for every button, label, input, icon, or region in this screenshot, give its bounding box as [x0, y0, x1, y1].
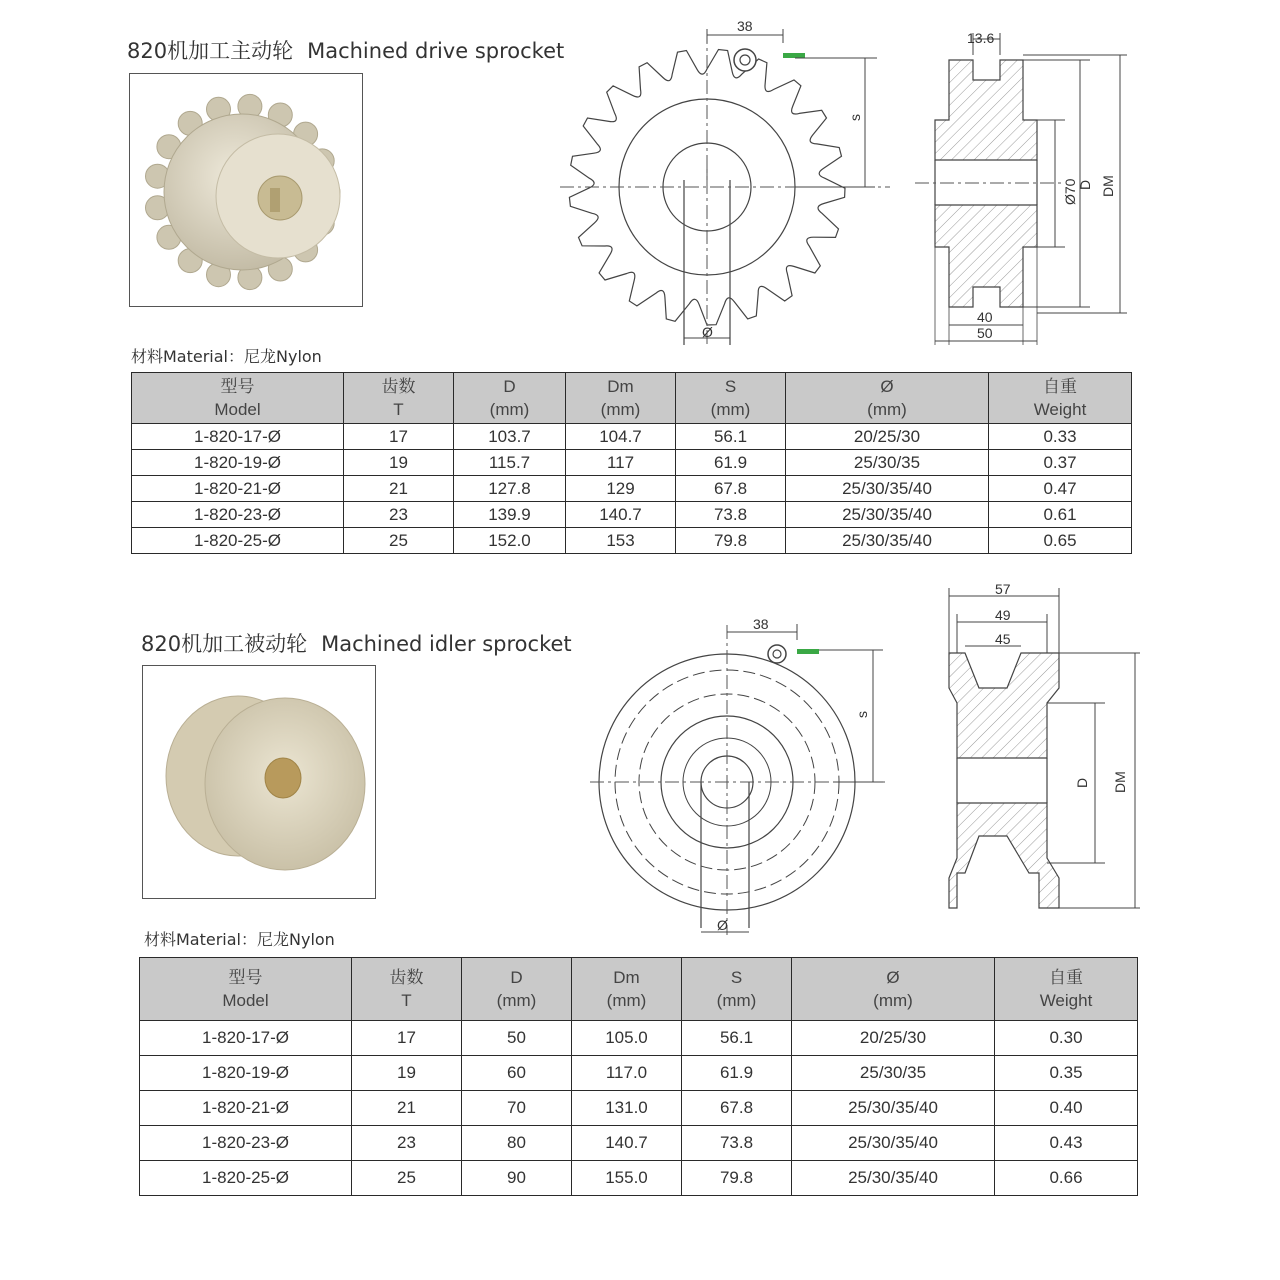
header-bore: Ø (mm)	[786, 373, 989, 424]
table-cell: 61.9	[682, 1056, 792, 1091]
drive-title-cn: 820机加工主动轮	[127, 39, 294, 63]
header-s: S (mm)	[682, 958, 792, 1021]
header-weight: 自重 Weight	[995, 958, 1138, 1021]
table-cell: 25	[352, 1161, 462, 1196]
table-cell: 1-820-19-Ø	[132, 450, 344, 476]
table-cell: 90	[462, 1161, 572, 1196]
table-cell: 79.8	[676, 528, 786, 554]
idler-table-header-row	[140, 958, 1138, 1021]
table-cell: 20/25/30	[792, 1021, 995, 1056]
table-cell: 25/30/35	[786, 450, 989, 476]
table-cell: 20/25/30	[786, 424, 989, 450]
table-cell: 1-820-17-Ø	[140, 1021, 352, 1056]
table-cell: 152.0	[454, 528, 566, 554]
idler-dim-57: 57	[995, 581, 1011, 597]
table-cell: 25/30/35	[792, 1056, 995, 1091]
table-row	[140, 1126, 1138, 1161]
drive-title-en: Machined drive sprocket	[307, 39, 565, 63]
table-cell: 0.33	[989, 424, 1132, 450]
table-row	[140, 1021, 1138, 1056]
table-cell: 131.0	[572, 1091, 682, 1126]
table-cell: 67.8	[682, 1091, 792, 1126]
table-cell: 25/30/35/40	[792, 1091, 995, 1126]
table-cell: 17	[344, 424, 454, 450]
drive-front-view-drawing	[555, 15, 895, 354]
header-dm: Dm (mm)	[566, 373, 676, 424]
drive-table-header-row	[132, 373, 1132, 424]
idler-title-en: Machined idler sprocket	[321, 632, 572, 656]
drive-dim-50: 50	[977, 325, 993, 341]
header-model: 型号 Model	[132, 373, 344, 424]
table-cell: 103.7	[454, 424, 566, 450]
header-dm: Dm (mm)	[572, 958, 682, 1021]
table-cell: 0.47	[989, 476, 1132, 502]
table-cell: 25/30/35/40	[792, 1161, 995, 1196]
table-cell: 67.8	[676, 476, 786, 502]
table-cell: 73.8	[682, 1126, 792, 1161]
drive-dim-38: 38	[737, 18, 753, 34]
table-cell: 50	[462, 1021, 572, 1056]
header-weight: 自重 Weight	[989, 373, 1132, 424]
table-row	[132, 528, 1132, 554]
table-cell: 70	[462, 1091, 572, 1126]
table-cell: 115.7	[454, 450, 566, 476]
table-cell: 17	[352, 1021, 462, 1056]
table-cell: 19	[344, 450, 454, 476]
table-cell: 19	[352, 1056, 462, 1091]
table-cell: 21	[352, 1091, 462, 1126]
table-cell: 105.0	[572, 1021, 682, 1056]
table-cell: 73.8	[676, 502, 786, 528]
table-cell: 25/30/35/40	[786, 528, 989, 554]
drive-dim-d: D	[1077, 179, 1093, 190]
table-cell: 1-820-23-Ø	[140, 1126, 352, 1161]
table-cell: 1-820-19-Ø	[140, 1056, 352, 1091]
table-cell: 139.9	[454, 502, 566, 528]
table-cell: 23	[344, 502, 454, 528]
table-cell: 1-820-23-Ø	[132, 502, 344, 528]
table-row	[140, 1056, 1138, 1091]
table-row	[140, 1161, 1138, 1196]
table-cell: 1-820-25-Ø	[132, 528, 344, 554]
table-cell: 79.8	[682, 1161, 792, 1196]
drive-spec-table	[131, 372, 1132, 554]
table-cell: 25/30/35/40	[786, 476, 989, 502]
table-cell: 0.37	[989, 450, 1132, 476]
table-cell: 0.61	[989, 502, 1132, 528]
idler-dim-dm: DM	[1112, 771, 1128, 793]
table-cell: 80	[462, 1126, 572, 1161]
idler-dim-45: 45	[995, 631, 1011, 647]
table-cell: 1-820-21-Ø	[132, 476, 344, 502]
drive-material-label: 材料Material：尼龙Nylon	[131, 347, 322, 366]
table-cell: 1-820-17-Ø	[132, 424, 344, 450]
table-cell: 0.30	[995, 1021, 1138, 1056]
table-cell: 117	[566, 450, 676, 476]
table-row	[132, 502, 1132, 528]
table-cell: 0.43	[995, 1126, 1138, 1161]
idler-dim-bore: Ø	[717, 917, 728, 933]
table-cell: 23	[352, 1126, 462, 1161]
table-cell: 25/30/35/40	[792, 1126, 995, 1161]
idler-dim-d: D	[1074, 777, 1090, 788]
table-cell: 1-820-21-Ø	[140, 1091, 352, 1126]
table-cell: 153	[566, 528, 676, 554]
table-cell: 0.35	[995, 1056, 1138, 1091]
header-d: D (mm)	[454, 373, 566, 424]
drive-dim-dm: DM	[1100, 175, 1116, 197]
header-s: S (mm)	[676, 373, 786, 424]
idler-dim-s: s	[854, 711, 870, 718]
table-cell: 140.7	[566, 502, 676, 528]
table-cell: 0.40	[995, 1091, 1138, 1126]
idler-title	[141, 628, 572, 658]
idler-dim-49: 49	[995, 607, 1011, 623]
table-cell: 56.1	[676, 424, 786, 450]
header-bore: Ø (mm)	[792, 958, 995, 1021]
table-cell: 25	[344, 528, 454, 554]
idler-spec-table	[139, 957, 1138, 1196]
table-cell: 56.1	[682, 1021, 792, 1056]
table-row	[132, 450, 1132, 476]
table-cell: 21	[344, 476, 454, 502]
drive-side-view-drawing	[905, 25, 1135, 354]
table-cell: 117.0	[572, 1056, 682, 1091]
table-cell: 129	[566, 476, 676, 502]
table-cell: 61.9	[676, 450, 786, 476]
idler-title-cn: 820机加工被动轮	[141, 632, 308, 656]
table-cell: 1-820-25-Ø	[140, 1161, 352, 1196]
table-cell: 0.66	[995, 1161, 1138, 1196]
header-d: D (mm)	[462, 958, 572, 1021]
table-cell: 0.65	[989, 528, 1132, 554]
idler-front-view-drawing	[585, 610, 895, 944]
drive-dim-phi70: Ø70	[1062, 178, 1078, 205]
header-teeth: 齿数 T	[352, 958, 462, 1021]
idler-sprocket-photo	[142, 665, 376, 899]
drive-title	[127, 35, 564, 65]
header-model: 型号 Model	[140, 958, 352, 1021]
table-cell: 155.0	[572, 1161, 682, 1196]
table-cell: 60	[462, 1056, 572, 1091]
drive-dim-40: 40	[977, 309, 993, 325]
table-row	[140, 1091, 1138, 1126]
table-row	[132, 476, 1132, 502]
table-cell: 25/30/35/40	[786, 502, 989, 528]
table-cell: 127.8	[454, 476, 566, 502]
idler-side-view-drawing	[935, 578, 1145, 922]
header-teeth: 齿数 T	[344, 373, 454, 424]
drive-dim-s: s	[847, 114, 863, 121]
table-cell: 104.7	[566, 424, 676, 450]
table-cell: 140.7	[572, 1126, 682, 1161]
idler-material-label: 材料Material：尼龙Nylon	[144, 930, 335, 949]
drive-dim-13-6: 13.6	[967, 30, 995, 46]
idler-dim-38: 38	[753, 616, 769, 632]
drive-dim-bore: Ø	[702, 324, 713, 340]
drive-sprocket-photo	[129, 73, 363, 307]
table-row	[132, 424, 1132, 450]
